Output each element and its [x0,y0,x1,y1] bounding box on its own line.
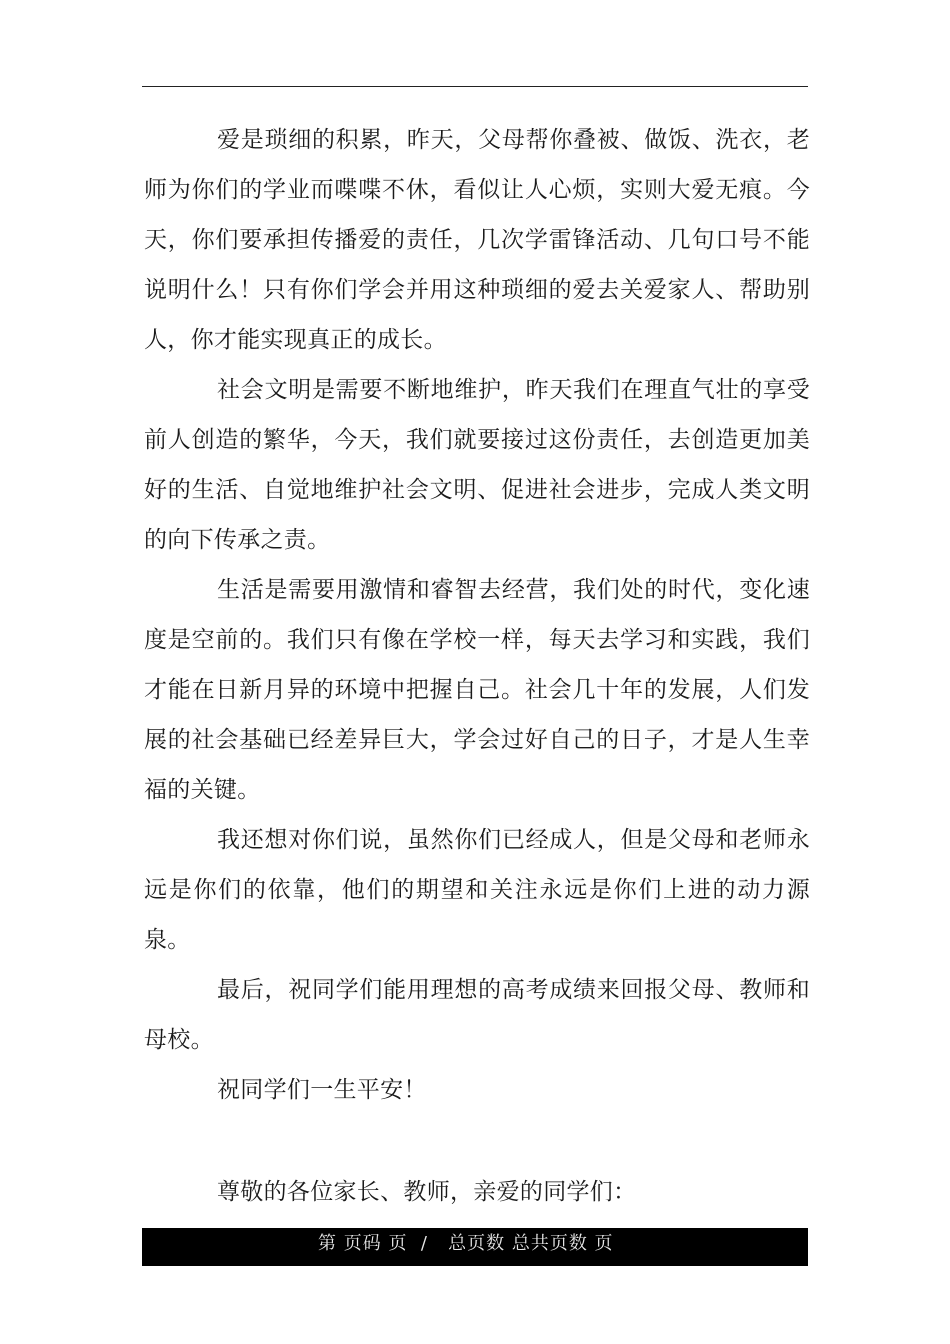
salutation: 尊敬的各位家长、教师，亲爱的同学们： [217,1179,637,1205]
paragraph-life: 生活是需要用激情和睿智去经营，我们处的时代，变化速度是空前的。我们只有像在学校一样，每天去学习和实践，我们才能在日新月异的环境中把握自己。社会几十年的发展，人们发展的社会基础已经差异巨大，学会过好自己的日子，才是人生幸福的关键。 [144,577,810,803]
paragraph-wishes: 最后，祝同学们能用理想的高考成绩来回报父母、教师和母校。 [144,977,810,1053]
document-body [144,115,810,1217]
page-footer [142,1228,808,1266]
section-spacer [144,1115,810,1167]
paragraph-blessing: 祝同学们一生平安！ [217,1077,427,1103]
page-number-text: 第 页码 页 / 总页数 总共页数 页 [318,1233,614,1254]
paragraph-civilization: 社会文明是需要不断地维护，昨天我们在理直气壮的享受前人创造的繁华，今天，我们就要接过这份责任，去创造更加美好的生活、自觉地维护社会文明、促进社会进步，完成人类文明的向下传承之责。 [144,377,810,553]
header-rule [142,86,808,87]
paragraph-love: 爱是琐细的积累，昨天，父母帮你叠被、做饭、洗衣，老师为你们的学业而喋喋不休，看似让人心烦，实则大爱无痕。今天，你们要承担传播爱的责任，几次学雷锋活动、几句口号不能说明什么！只有你们学会并用这种琐细的爱去关爱家人、帮助别人，你才能实现真正的成长。 [144,127,810,353]
paragraph-support: 我还想对你们说，虽然你们已经成人，但是父母和老师永远是你们的依靠，他们的期望和关注永远是你们上进的动力源泉。 [144,827,810,953]
